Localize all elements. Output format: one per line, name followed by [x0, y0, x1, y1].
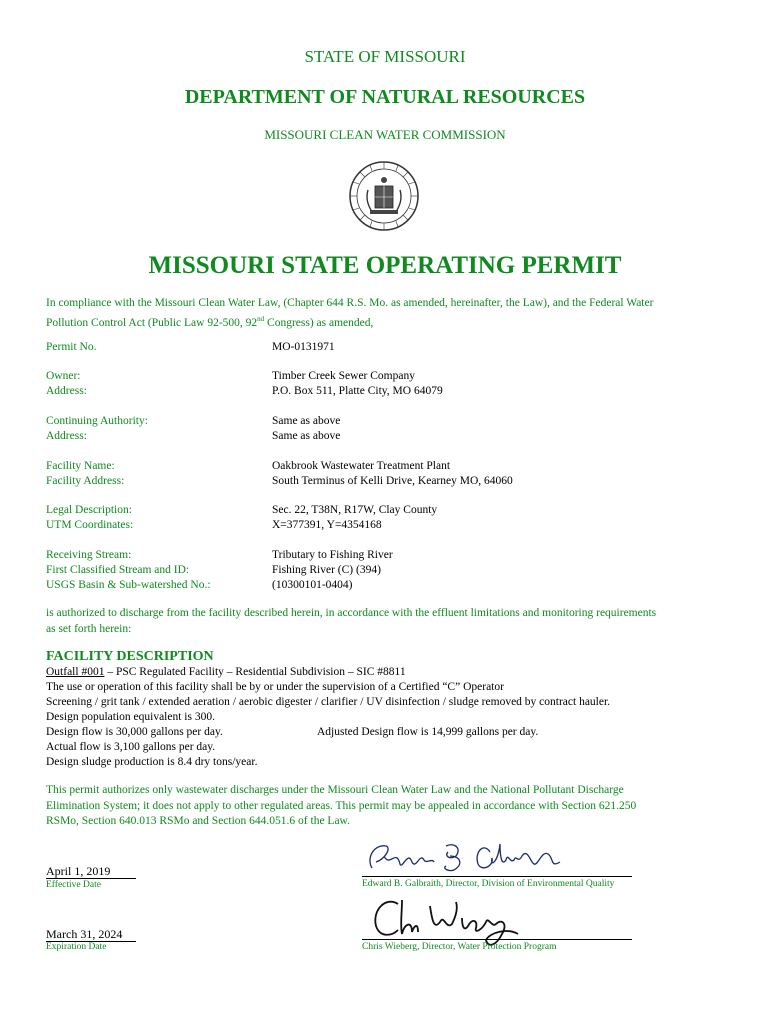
owner-address-value: P.O. Box 511, Platte City, MO 64079 — [272, 385, 443, 397]
owner-address-label: Address: — [46, 385, 87, 397]
legal-description-label: Legal Description: — [46, 504, 132, 516]
population-line: Design population equivalent is 300. — [46, 711, 215, 723]
process-line: Screening / grit tank / extended aeration / aerobic digester / clarifier / UV disinfection / sludge removed by contract hauler. — [46, 696, 611, 708]
ca-address-label: Address: — [46, 430, 87, 442]
expiration-date-label: Expiration Date — [46, 942, 107, 952]
facility-address-value: South Terminus of Kelli Drive, Kearney MO, 64060 — [272, 475, 513, 487]
usgs-label: USGS Basin & Sub-watershed No.: — [46, 579, 211, 591]
first-classified-value: Fishing River (C) (394) — [272, 564, 381, 576]
intro-paragraph — [46, 296, 726, 331]
authorization-line-2: as set forth herein: — [46, 622, 132, 635]
facility-description-heading: FACILITY DESCRIPTION — [46, 649, 214, 664]
facility-name-value: Oakbrook Wastewater Treatment Plant — [272, 460, 451, 472]
utm-label: UTM Coordinates: — [46, 519, 134, 531]
permit-no-value: MO-0131971 — [272, 341, 335, 353]
adjusted-flow-line: Adjusted Design flow is 14,999 gallons per day. — [317, 726, 539, 738]
authorization-paragraph — [46, 606, 726, 637]
state-seal-icon — [348, 160, 420, 232]
outfall-id: Outfall #001 — [46, 666, 105, 678]
closing-line-2: Elimination System; it does not apply to other regulated areas. This permit may be appealed in accordance with Section 621.250 — [46, 799, 637, 812]
owner-label: Owner: — [46, 370, 81, 382]
commission-heading: MISSOURI CLEAN WATER COMMISSION — [264, 127, 506, 142]
legal-description-value: Sec. 22, T38N, R17W, Clay County — [272, 504, 438, 516]
facility-address-label: Facility Address: — [46, 475, 125, 487]
owner-value: Timber Creek Sewer Company — [272, 370, 415, 382]
closing-line-3: RSMo, Section 640.013 RSMo and Section 644.051.6 of the Law. — [46, 815, 350, 827]
intro-line-1: In compliance with the Missouri Clean Water Law, (Chapter 644 R.S. Mo. as amended, hereinafter, the Law), and the Federal Water — [46, 297, 654, 309]
effective-date-line — [46, 878, 136, 879]
signature-line-1 — [362, 876, 632, 877]
facility-name-label: Facility Name: — [46, 460, 115, 472]
utm-value: X=377391, Y=4354168 — [272, 519, 382, 531]
intro-line-2: Pollution Control Act (Public Law 92-500, 92nd Congress) as amended, — [46, 314, 374, 329]
signer-1-title: Edward B. Galbraith, Director, Division of Environmental Quality — [362, 879, 615, 889]
outfall-line: Outfall #001 – PSC Regulated Facility – Residential Subdivision – SIC #8811 — [46, 666, 406, 678]
operator-line: The use or operation of this facility shall be by or under the supervision of a Certified “C” Operator — [46, 681, 504, 693]
closing-paragraph — [46, 783, 716, 830]
authorization-line-1: is authorized to discharge from the facility described herein, in accordance with the effluent limitations and monitoring requirements — [46, 607, 657, 619]
receiving-stream-value: Tributary to Fishing River — [272, 549, 393, 561]
design-flow-line: Design flow is 30,000 gallons per day. — [46, 726, 223, 738]
continuing-authority-label: Continuing Authority: — [46, 415, 148, 427]
expiration-date: March 31, 2024 — [46, 927, 123, 941]
ca-address-value: Same as above — [272, 430, 341, 442]
department-heading: DEPARTMENT OF NATURAL RESOURCES — [184, 86, 586, 108]
state-heading: STATE OF MISSOURI — [304, 47, 466, 66]
signer-2-title: Chris Wieberg, Director, Water Protection Program — [362, 942, 557, 952]
permit-no-label: Permit No. — [46, 341, 97, 353]
continuing-authority-value: Same as above — [272, 415, 341, 427]
first-classified-label: First Classified Stream and ID: — [46, 564, 190, 576]
effective-date-label: Effective Date — [46, 880, 101, 890]
receiving-stream-label: Receiving Stream: — [46, 549, 132, 561]
closing-line-1: This permit authorizes only wastewater discharges under the Missouri Clean Water Law and the National Pollutant Discharge — [46, 784, 624, 796]
actual-flow-line: Actual flow is 3,100 gallons per day. — [46, 741, 216, 753]
sludge-line: Design sludge production is 8.4 dry tons/year. — [46, 756, 258, 768]
signature-line-2 — [362, 939, 632, 940]
permit-title: MISSOURI STATE OPERATING PERMIT — [148, 252, 622, 279]
effective-date: April 1, 2019 — [46, 864, 111, 878]
usgs-value: (10300101-0404) — [272, 579, 353, 591]
